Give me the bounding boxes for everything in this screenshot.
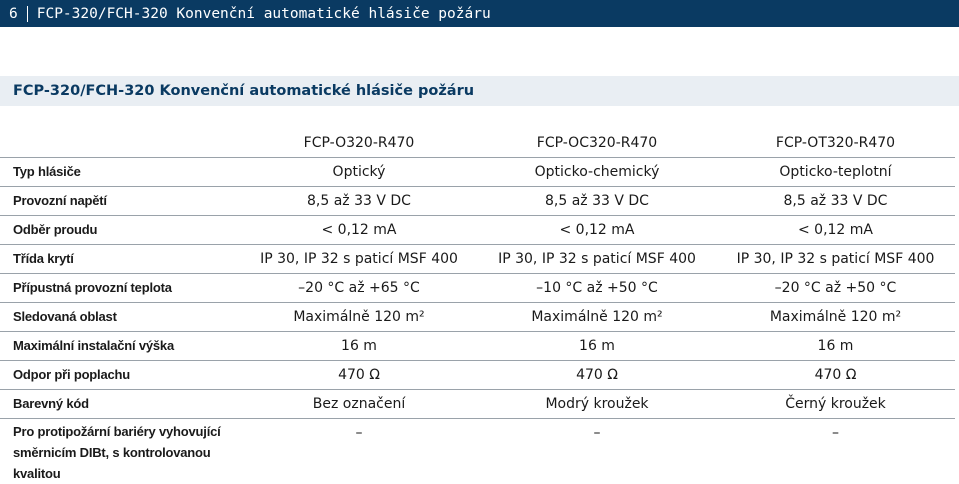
row-label: Typ hlásiče [0, 158, 240, 187]
table-cell: Modrý kroužek [478, 390, 716, 419]
table-row [0, 187, 955, 216]
table-cell: Optický [240, 158, 478, 187]
table-row [0, 361, 955, 390]
table-cell: – [478, 419, 716, 484]
table-cell: IP 30, IP 32 s paticí MSF 400 [716, 245, 955, 274]
table-cell: < 0,12 mA [240, 216, 478, 245]
table-row [0, 390, 955, 419]
row-label: Odpor při poplachu [0, 361, 240, 390]
row-label: Přípustná provozní teplota [0, 274, 240, 303]
table-row [0, 419, 955, 484]
table-cell: Černý kroužek [716, 390, 955, 419]
table-cell: Opticko-chemický [478, 158, 716, 187]
table-cell: 16 m [478, 332, 716, 361]
column-header-fcp-ot320: FCP-OT320-R470 [716, 128, 955, 158]
table-cell: 8,5 až 33 V DC [478, 187, 716, 216]
row-label: Provozní napětí [0, 187, 240, 216]
table-cell: 470 Ω [716, 361, 955, 390]
column-header-fcp-o320: FCP-O320-R470 [240, 128, 478, 158]
table-cell: Maximálně 120 m² [478, 303, 716, 332]
specifications-table [0, 128, 955, 484]
table-cell: IP 30, IP 32 s paticí MSF 400 [240, 245, 478, 274]
table-cell: Bez označení [240, 390, 478, 419]
row-label: Odběr proudu [0, 216, 240, 245]
table-cell: – [240, 419, 478, 484]
table-row [0, 303, 955, 332]
section-title: FCP-320/FCH-320 Konvenční automatické hlásiče požáru [0, 83, 474, 99]
column-header-fcp-oc320: FCP-OC320-R470 [478, 128, 716, 158]
table-row [0, 332, 955, 361]
table-cell: 8,5 až 33 V DC [716, 187, 955, 216]
table-cell: 470 Ω [240, 361, 478, 390]
table-row [0, 158, 955, 187]
row-label: Pro protipožární bariéry vyhovující směrnicím DIBt, s kontrolovanou kvalitou [0, 419, 240, 484]
row-label: Barevný kód [0, 390, 240, 419]
header-separator [27, 6, 28, 22]
row-label: Sledovaná oblast [0, 303, 240, 332]
table-row [0, 245, 955, 274]
document-title: FCP-320/FCH-320 Konvenční automatické hlásiče požáru [37, 6, 491, 22]
page-header [0, 0, 959, 27]
row-label: Maximální instalační výška [0, 332, 240, 361]
table-cell: –20 °C až +65 °C [240, 274, 478, 303]
section-heading-band [0, 76, 959, 106]
table-cell: IP 30, IP 32 s paticí MSF 400 [478, 245, 716, 274]
table-cell: Maximálně 120 m² [240, 303, 478, 332]
table-cell: < 0,12 mA [716, 216, 955, 245]
table-row [0, 274, 955, 303]
table-cell: –10 °C až +50 °C [478, 274, 716, 303]
table-cell: 16 m [240, 332, 478, 361]
table-cell: 470 Ω [478, 361, 716, 390]
column-header-empty [0, 128, 240, 158]
table-row [0, 216, 955, 245]
table-cell: < 0,12 mA [478, 216, 716, 245]
table-cell: 16 m [716, 332, 955, 361]
page-number: 6 [0, 6, 18, 22]
table-cell: –20 °C až +50 °C [716, 274, 955, 303]
table-cell: – [716, 419, 955, 484]
table-cell: Opticko-teplotní [716, 158, 955, 187]
table-cell: Maximálně 120 m² [716, 303, 955, 332]
table-cell: 8,5 až 33 V DC [240, 187, 478, 216]
row-label: Třída krytí [0, 245, 240, 274]
table-header-row [0, 128, 955, 158]
